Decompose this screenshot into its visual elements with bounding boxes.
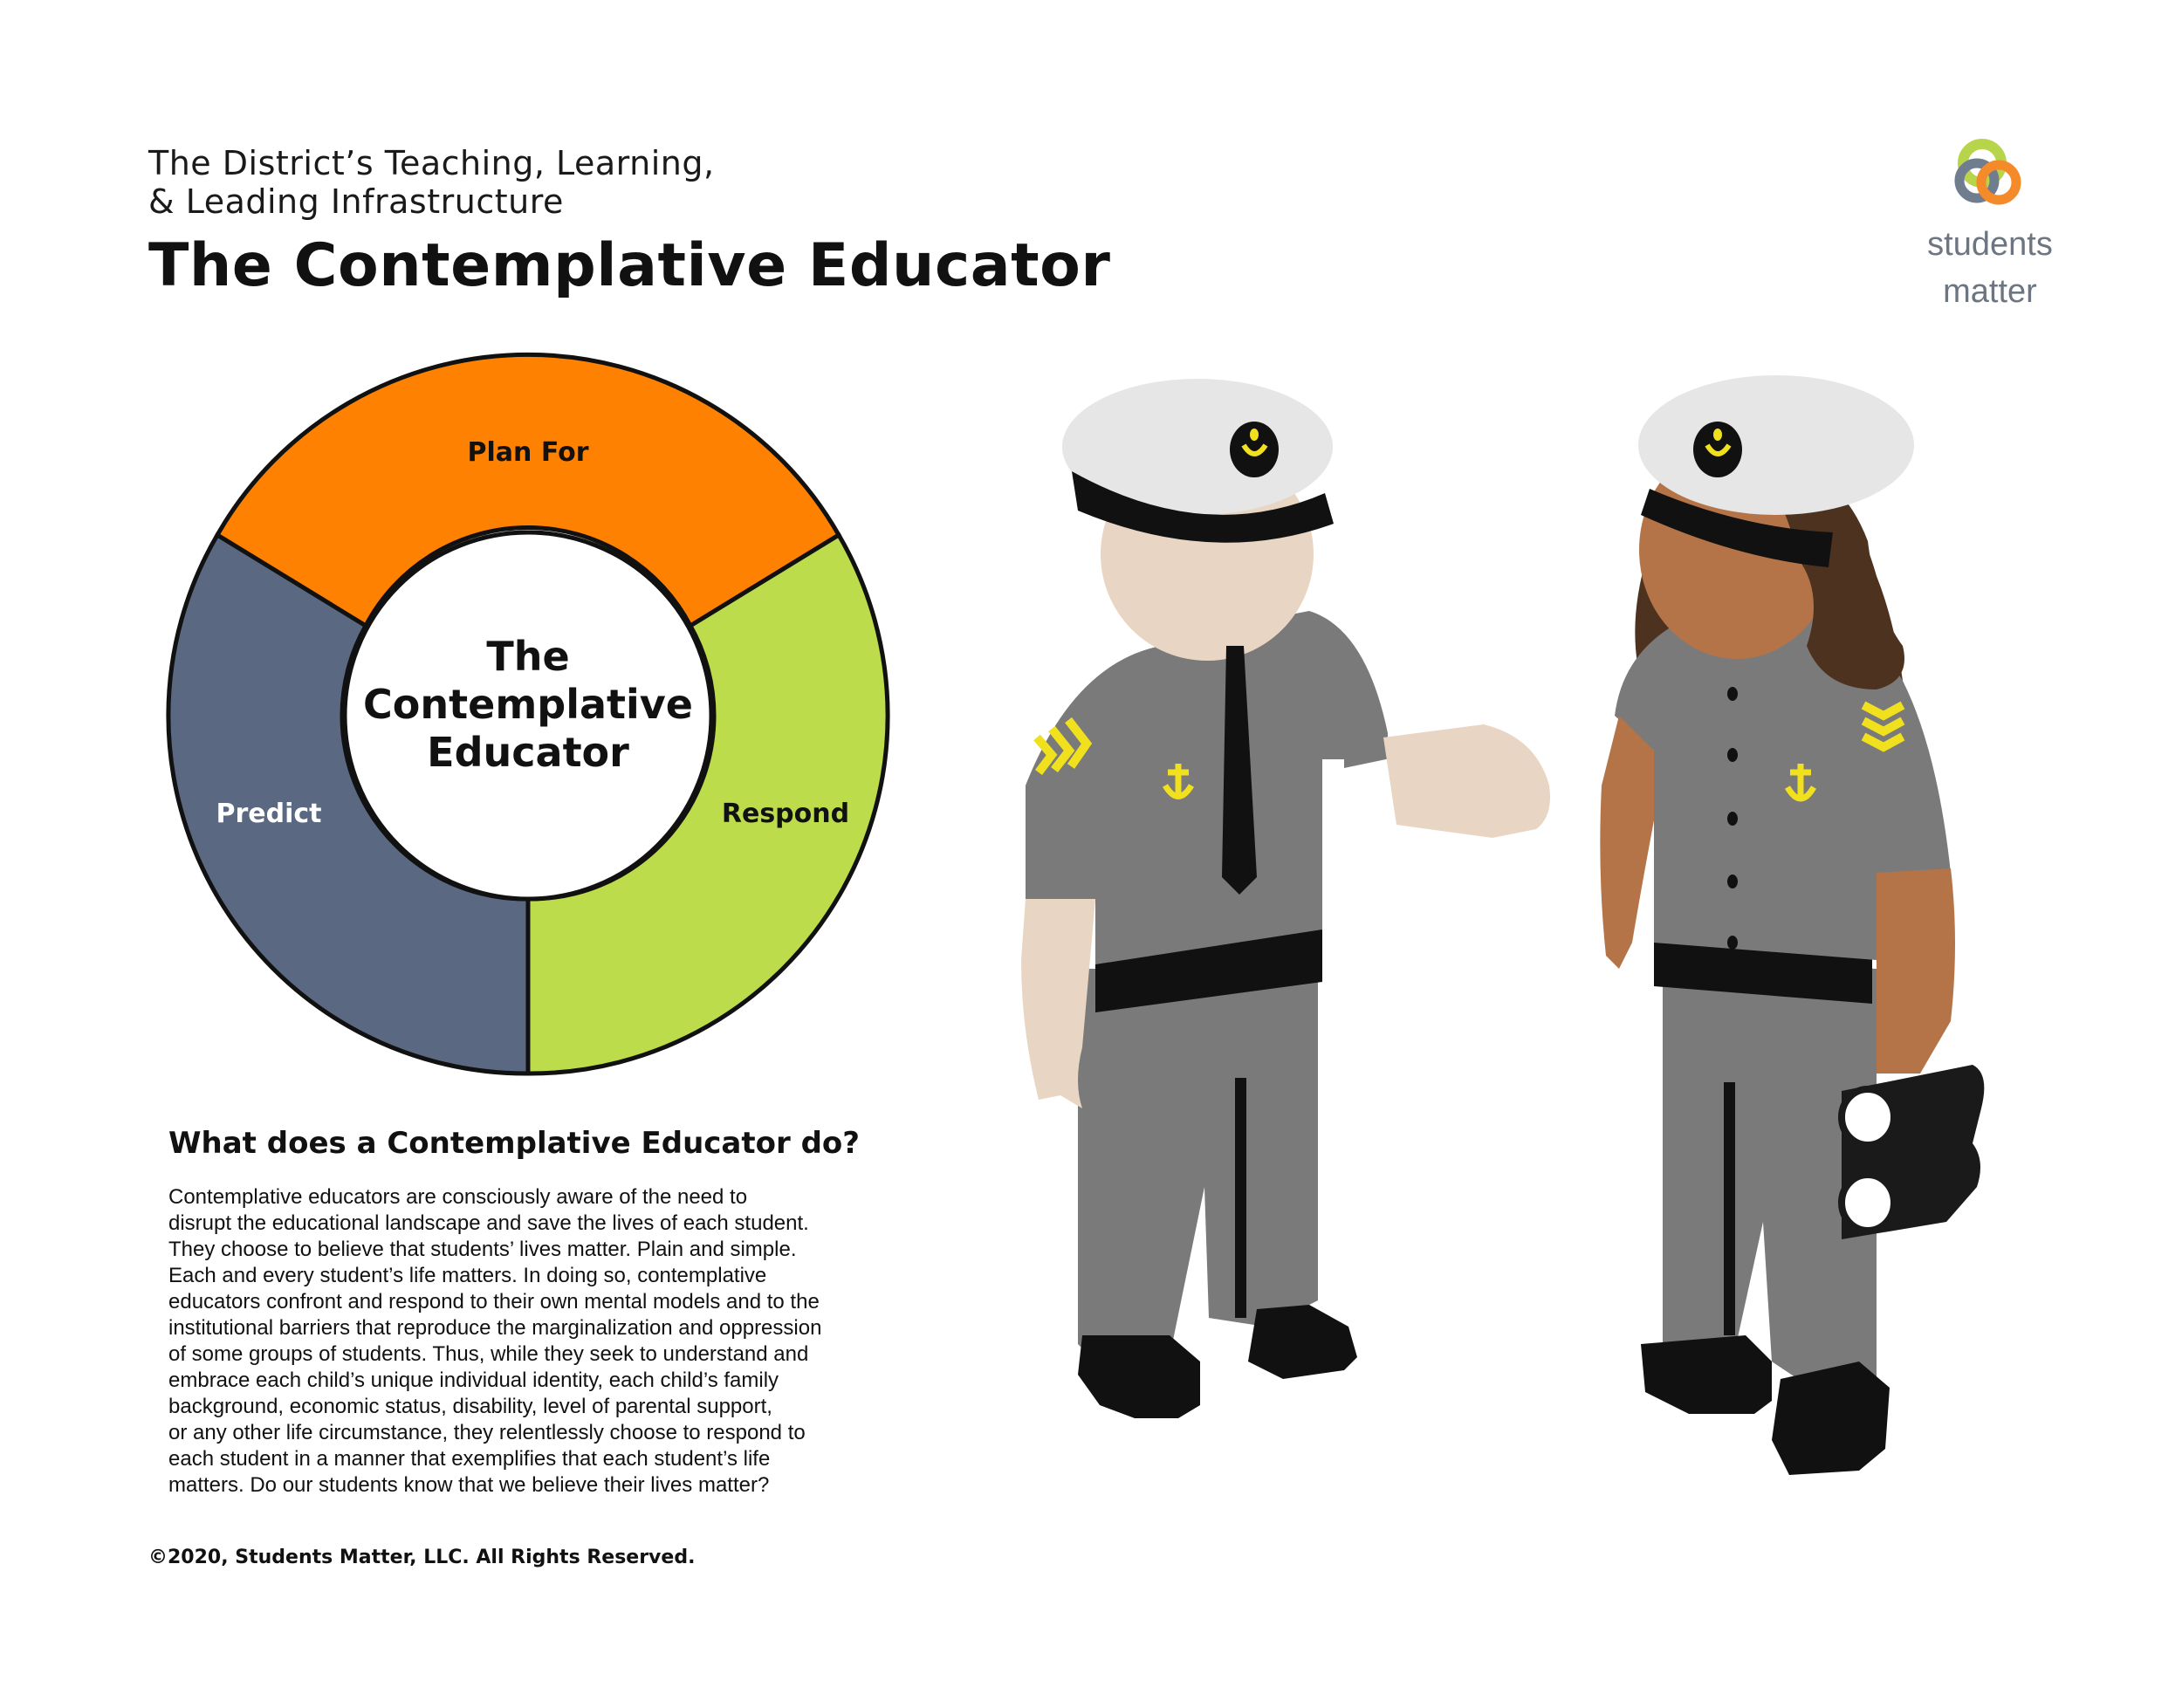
- officers-illustration: [960, 349, 2007, 1510]
- paragraph-line: background, economic status, disability, level of parental support,: [168, 1395, 772, 1418]
- paragraph-line: Contemplative educators are consciously aware of the need to: [168, 1185, 748, 1209]
- paragraph-line: each student in a manner that exemplifies that each student’s life: [168, 1447, 771, 1471]
- logo-text-line-1: students: [1927, 226, 2053, 263]
- section-paragraph: [168, 1184, 1041, 1499]
- paragraph-line: of some groups of students. Thus, while they seek to understand and: [168, 1342, 809, 1366]
- center-label-line-3: Educator: [427, 729, 629, 776]
- section-question: What does a Contemplative Educator do?: [168, 1126, 861, 1161]
- center-label-line-2: Contemplative: [363, 681, 693, 728]
- binoculars-icon: [1842, 1065, 1984, 1239]
- male-officer-figure: [1021, 379, 1550, 1418]
- paragraph-line: institutional barriers that reproduce the marginalization and oppression: [168, 1316, 822, 1340]
- paragraph-line: Each and every student’s life matters. In doing so, contemplative: [168, 1264, 767, 1287]
- paragraph-line: or any other life circumstance, they relentlessly choose to respond to: [168, 1421, 806, 1444]
- paragraph-line: matters. Do our students know that we believe their lives matter?: [168, 1473, 770, 1497]
- copyright-notice: ©2020, Students Matter, LLC. All Rights Reserved.: [148, 1547, 696, 1568]
- segment-label-predict: Predict: [216, 799, 322, 829]
- header-subtitle: [148, 144, 715, 221]
- page-title: The Contemplative Educator: [148, 231, 1111, 300]
- subtitle-line-2: & Leading Infrastructure: [148, 182, 564, 221]
- subtitle-line-1: The District’s Teaching, Learning,: [148, 144, 715, 182]
- paragraph-line: embrace each child’s unique individual identity, each child’s family: [168, 1368, 779, 1392]
- female-officer-figure: [1600, 375, 1984, 1475]
- cycle-diagram: [157, 340, 908, 1091]
- center-label-line-1: The: [486, 633, 570, 680]
- paragraph-line: educators confront and respond to their own mental models and to the: [168, 1290, 820, 1314]
- paragraph-line: They choose to believe that students’ lives matter. Plain and simple.: [168, 1238, 797, 1261]
- paragraph-line: disrupt the educational landscape and save the lives of each student.: [168, 1211, 809, 1235]
- segment-label-respond: Respond: [721, 799, 850, 829]
- logo-text-line-2: matter: [1943, 273, 2037, 310]
- logo-rings-icon: [1951, 135, 2029, 214]
- segment-label-plan-for: Plan For: [467, 437, 589, 468]
- students-matter-logo: [1903, 135, 2077, 315]
